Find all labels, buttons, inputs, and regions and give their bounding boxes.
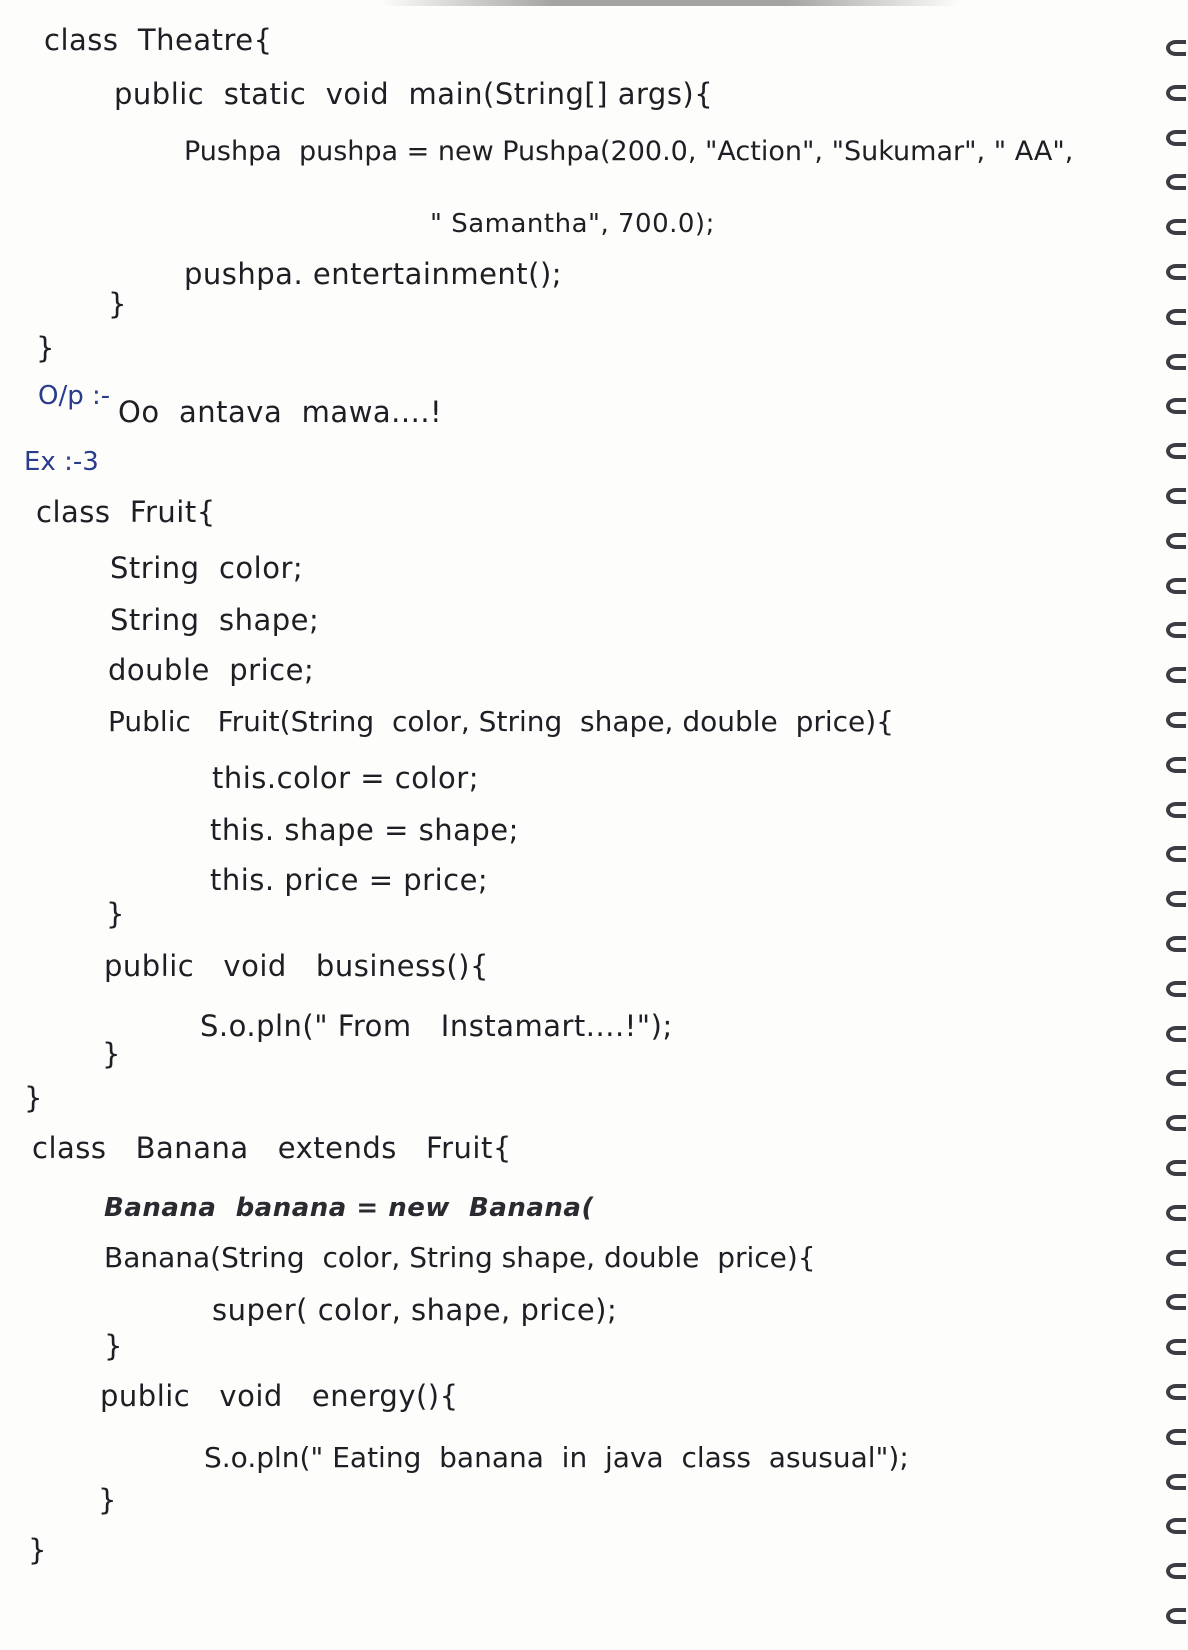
- example-label: Ex :-3: [24, 447, 99, 477]
- code-line: Public Fruit(String color, String shape, double price){: [108, 705, 894, 738]
- struck-code-line: Banana banana = new Banana(: [104, 1193, 594, 1223]
- binding-ring: [1166, 1115, 1186, 1131]
- binding-ring: [1166, 1250, 1186, 1266]
- code-line: double price;: [108, 653, 315, 687]
- binding-ring: [1166, 936, 1186, 952]
- binding-ring: [1166, 846, 1186, 862]
- code-line: this. shape = shape;: [210, 813, 519, 847]
- code-line: class Banana extends Fruit{: [32, 1131, 512, 1165]
- closing-brace: }: [108, 287, 127, 321]
- binding-ring: [1166, 443, 1186, 459]
- binding-ring: [1166, 1070, 1186, 1086]
- binding-ring: [1166, 712, 1186, 728]
- binding-ring: [1166, 488, 1186, 504]
- binding-ring: [1166, 891, 1186, 907]
- closing-brace: }: [102, 1037, 121, 1071]
- code-line: " Samantha", 700.0);: [430, 209, 715, 239]
- binding-ring: [1166, 1474, 1186, 1490]
- code-line: public static void main(String[] args){: [114, 77, 714, 111]
- page-top-shadow: [380, 0, 960, 6]
- binding-ring: [1166, 1160, 1186, 1176]
- code-line: Pushpa pushpa = new Pushpa(200.0, "Action", "Sukumar", " AA",: [184, 136, 1074, 167]
- binding-ring: [1166, 1384, 1186, 1400]
- closing-brace: }: [36, 331, 55, 365]
- binding-ring: [1166, 354, 1186, 370]
- code-line: this.color = color;: [212, 761, 479, 795]
- output-text: Oo antava mawa....!: [118, 395, 443, 429]
- binding-ring: [1166, 1563, 1186, 1579]
- binding-ring: [1166, 85, 1186, 101]
- binding-ring: [1166, 1608, 1186, 1624]
- code-line: class Theatre{: [44, 23, 273, 57]
- binding-ring: [1166, 174, 1186, 190]
- binding-ring: [1166, 40, 1186, 56]
- code-line: S.o.pln(" From Instamart....!");: [200, 1009, 673, 1043]
- binding-ring: [1166, 219, 1186, 235]
- binding-ring: [1166, 398, 1186, 414]
- code-line: pushpa. entertainment();: [184, 257, 563, 291]
- binding-ring: [1166, 622, 1186, 638]
- closing-brace: }: [106, 897, 125, 931]
- binding-ring: [1166, 533, 1186, 549]
- spiral-binding: [1160, 20, 1188, 1640]
- code-line: String shape;: [110, 603, 320, 637]
- closing-brace: }: [28, 1533, 47, 1567]
- binding-ring: [1166, 1294, 1186, 1310]
- code-line: super( color, shape, price);: [212, 1293, 618, 1327]
- binding-ring: [1166, 667, 1186, 683]
- binding-ring: [1166, 130, 1186, 146]
- binding-ring: [1166, 802, 1186, 818]
- code-line: class Fruit{: [36, 495, 216, 529]
- code-line: public void energy(){: [100, 1379, 459, 1413]
- binding-ring: [1166, 1429, 1186, 1445]
- binding-ring: [1166, 1026, 1186, 1042]
- code-line: Banana(String color, String shape, double price){: [104, 1241, 816, 1274]
- binding-ring: [1166, 309, 1186, 325]
- binding-ring: [1166, 981, 1186, 997]
- closing-brace: }: [24, 1081, 43, 1115]
- binding-ring: [1166, 264, 1186, 280]
- binding-ring: [1166, 1339, 1186, 1355]
- output-label: O/p :-: [38, 381, 111, 411]
- binding-ring: [1166, 1518, 1186, 1534]
- code-line: this. price = price;: [210, 863, 489, 897]
- code-line: public void business(){: [104, 949, 489, 983]
- binding-ring: [1166, 757, 1186, 773]
- closing-brace: }: [98, 1483, 117, 1517]
- code-line: S.o.pln(" Eating banana in java class asusual");: [204, 1441, 909, 1474]
- code-line: String color;: [110, 551, 304, 585]
- binding-ring: [1166, 578, 1186, 594]
- binding-ring: [1166, 1205, 1186, 1221]
- closing-brace: }: [104, 1329, 123, 1363]
